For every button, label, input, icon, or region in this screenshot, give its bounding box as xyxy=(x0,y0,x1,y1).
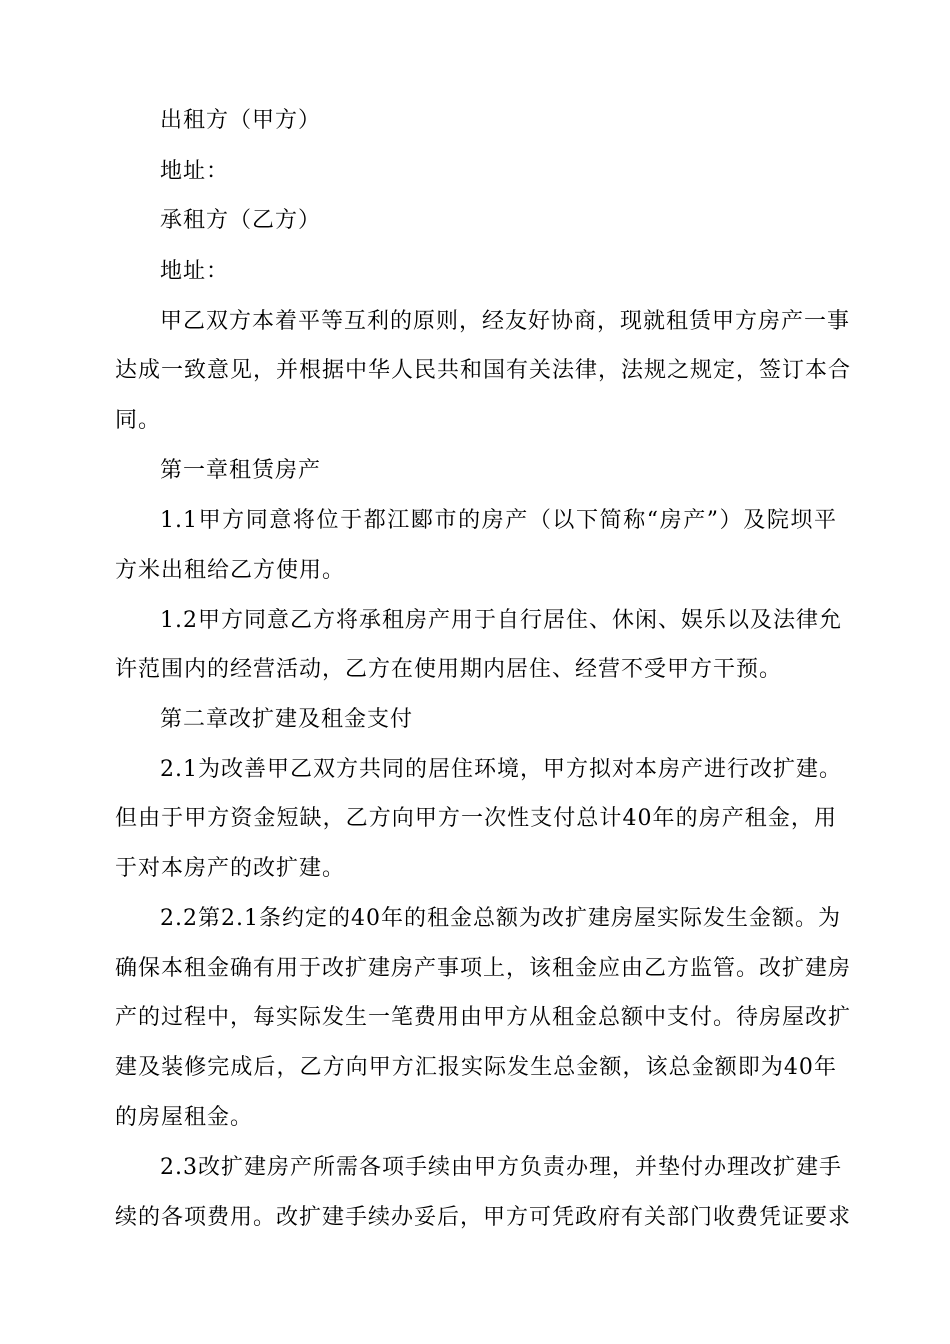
clause-2-3-line-2: 续的各项费用。改扩建手续办妥后，甲方可凭政府有关部门收费凭证要求 xyxy=(115,1205,852,1230)
clause-1-2-line-2: 许范围内的经营活动，乙方在使用期内居住、经营不受甲方干预。 xyxy=(115,657,783,682)
lessee-label: 承租方（乙方） xyxy=(160,208,322,233)
preamble-line-3: 同。 xyxy=(115,408,162,433)
clause-2-2-line-3: 产的过程中，每实际发生一笔费用由甲方从租金总额中支付。待房屋改扩 xyxy=(115,1005,852,1030)
clause-2-2-line-4: 建及装修完成后，乙方向甲方汇报实际发生总金额，该总金额即为40年 xyxy=(115,1055,837,1080)
clause-2-3-line-1: 2.3改扩建房产所需各项手续由甲方负责办理，并垫付办理改扩建手 xyxy=(160,1155,842,1180)
clause-2-2-line-1: 2.2第2.1条约定的40年的租金总额为改扩建房屋实际发生金额。为 xyxy=(160,906,841,931)
preamble-line-2: 达成一致意见，并根据中华人民共和国有关法律，法规之规定，签订本合 xyxy=(115,358,852,383)
clause-2-2-line-5: 的房屋租金。 xyxy=(115,1105,254,1130)
chapter-2-heading: 第二章改扩建及租金支付 xyxy=(160,707,414,732)
lessor-label: 出租方（甲方） xyxy=(160,108,322,133)
clause-1-1-line-2: 方米出租给乙方使用。 xyxy=(115,558,346,583)
clause-1-2-line-1: 1.2甲方同意乙方将承租房产用于自行居住、休闲、娱乐以及法律允 xyxy=(160,608,842,633)
clause-2-2-line-2: 确保本租金确有用于改扩建房产事项上，该租金应由乙方监管。改扩建房 xyxy=(115,956,852,981)
lessee-address-label: 地址： xyxy=(160,259,230,284)
lessor-address-label: 地址： xyxy=(160,159,230,184)
clause-2-1-line-2: 但由于甲方资金短缺，乙方向甲方一次性支付总计40年的房产租金，用 xyxy=(115,806,837,831)
clause-2-1-line-1: 2.1为改善甲乙双方共同的居住环境，甲方拟对本房产进行改扩建。 xyxy=(160,757,842,782)
preamble-line-1: 甲乙双方本着平等互利的原则，经友好协商，现就租赁甲方房产一事 xyxy=(160,309,851,334)
clause-2-1-line-3: 于对本房产的改扩建。 xyxy=(115,856,346,881)
chapter-1-heading: 第一章租赁房产 xyxy=(160,458,322,483)
clause-1-1-line-1: 1.1甲方同意将位于都江郾市的房产（以下简称“房产”）及院坝平 xyxy=(160,508,837,533)
